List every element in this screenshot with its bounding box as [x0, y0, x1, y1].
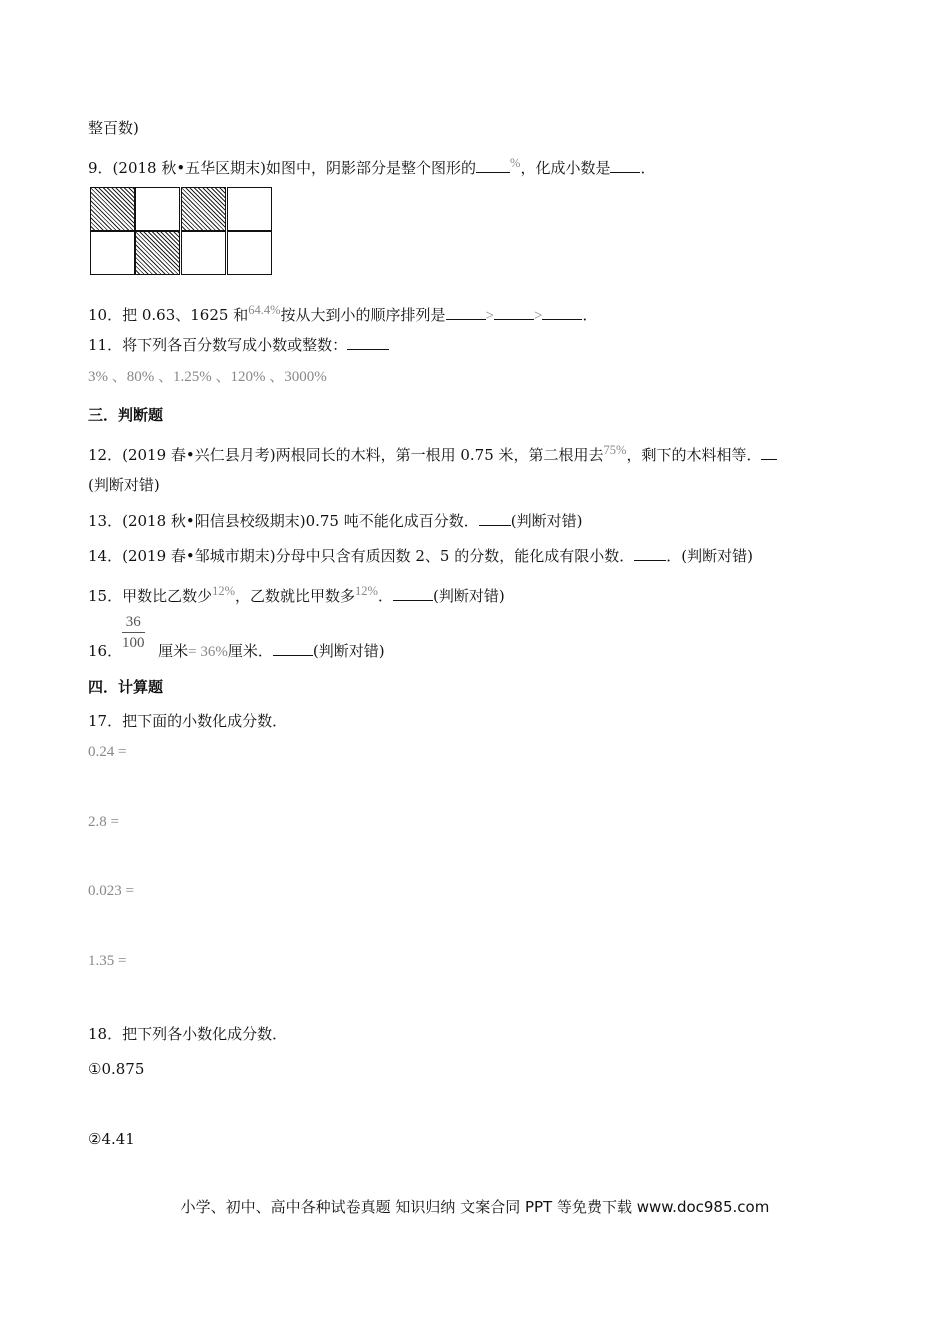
- q13-text-b: (判断对错): [510, 512, 583, 530]
- q9-text-a: 9．(2018 秋•五华区期末)如图中，阴影部分是整个图形的: [88, 159, 477, 177]
- q17-item-2: 2.8 =: [88, 814, 119, 830]
- q17-item-3: 0.023 =: [88, 883, 134, 899]
- question-11: [88, 335, 389, 355]
- q9-text-b: ，化成小数是: [520, 159, 611, 177]
- q14-text-b: ．(判断对错): [666, 547, 753, 565]
- q9-percent-sign: %: [510, 156, 521, 170]
- q12-blank[interactable]: [761, 445, 777, 460]
- q11-text: 11．将下列各百分数写成小数或整数：: [88, 336, 348, 354]
- grid-cell: [135, 187, 180, 231]
- q13-blank[interactable]: [479, 511, 511, 526]
- header-continuation: 整百数): [88, 119, 139, 137]
- q17-item-4: 1.35 =: [88, 953, 127, 969]
- q16-denominator: 100: [122, 635, 145, 651]
- grid-cell-shaded: [181, 187, 226, 231]
- q18-item-2: ②4.41: [88, 1130, 135, 1148]
- question-10: [88, 300, 597, 326]
- q10-blank-3[interactable]: [542, 305, 582, 320]
- q15-text-d: (判断对错): [432, 587, 505, 605]
- q16-eq: = 36%: [188, 644, 228, 660]
- q10-blank-1[interactable]: [446, 305, 486, 320]
- q16-text-c: (判断对错): [312, 642, 385, 660]
- q15-text-b: ，乙数就比甲数多: [235, 587, 356, 605]
- q16-blank[interactable]: [273, 641, 313, 656]
- q16-text-a: 厘米: [158, 642, 189, 660]
- q15-text-a: 15．甲数比乙数少: [88, 587, 213, 605]
- q15-value-2: 12%: [355, 584, 378, 598]
- grid-cell-shaded: [90, 187, 135, 231]
- q14-text-a: 14．(2019 春•邹城市期末)分母中只含有质因数 2、5 的分数，能化成有限小数．: [88, 547, 635, 565]
- question-12: [88, 440, 777, 465]
- q15-text-c: ．: [377, 587, 393, 605]
- question-15: [88, 581, 505, 606]
- q15-value-1: 12%: [212, 584, 236, 598]
- footer-text: 小学、初中、高中各种试卷真题 知识归纳 文案合同 PPT 等免费下载 www.doc985.com: [180, 1198, 770, 1216]
- q9-blank-1[interactable]: [476, 158, 510, 173]
- question-17: 17．把下面的小数化成分数．: [88, 712, 288, 730]
- q10-gt-1: >: [485, 308, 494, 324]
- question-13: [88, 511, 582, 531]
- q10-blank-2[interactable]: [494, 305, 534, 320]
- q13-text-a: 13．(2018 秋•阳信县校级期末)0.75 吨不能化成百分数．: [88, 512, 479, 530]
- question-9: [88, 153, 656, 178]
- q9-blank-2[interactable]: [610, 158, 640, 173]
- q10-value: 64.4%: [248, 303, 281, 317]
- shaded-grid-figure: [90, 187, 272, 276]
- q17-item-1: 0.24 =: [88, 744, 127, 760]
- q12-line-2: (判断对错): [88, 476, 160, 494]
- q10-text-b: 按从大到小的顺序排列是: [280, 306, 446, 324]
- q16-label: 16．: [88, 642, 123, 660]
- question-16: [88, 641, 385, 662]
- question-14: [88, 546, 753, 566]
- grid-cell: [227, 187, 272, 231]
- grid-cell-shaded: [135, 231, 180, 275]
- q9-end: ．: [640, 159, 656, 177]
- q12-text-a: 12．(2019 春•兴仁县月考)两根同长的木料，第一根用 0.75 米，第二根用去: [88, 446, 604, 464]
- grid-cell: [90, 231, 135, 275]
- q11-blank[interactable]: [347, 335, 389, 350]
- q16-numerator: 36: [122, 612, 145, 633]
- q10-gt-2: >: [533, 308, 543, 324]
- q12-text-b: ，剩下的木料相等．: [626, 446, 762, 464]
- grid-cell: [181, 231, 226, 275]
- q10-text-a: 10．把 0.63、1625 和: [88, 306, 249, 324]
- q18-item-1: ①0.875: [88, 1060, 145, 1078]
- question-18: 18．把下列各小数化成分数．: [88, 1025, 288, 1043]
- grid-cell: [227, 231, 272, 275]
- q10-end: ．: [582, 306, 598, 324]
- q16-text-b: 厘米．: [227, 642, 273, 660]
- q12-value: 75%: [603, 443, 627, 457]
- q15-blank[interactable]: [393, 586, 433, 601]
- section-3-title: 三．判断题: [88, 406, 164, 424]
- q11-items: 3% 、80% 、1.25% 、120% 、3000%: [88, 369, 327, 385]
- q14-blank[interactable]: [634, 546, 666, 561]
- section-4-title: 四．计算题: [88, 678, 164, 696]
